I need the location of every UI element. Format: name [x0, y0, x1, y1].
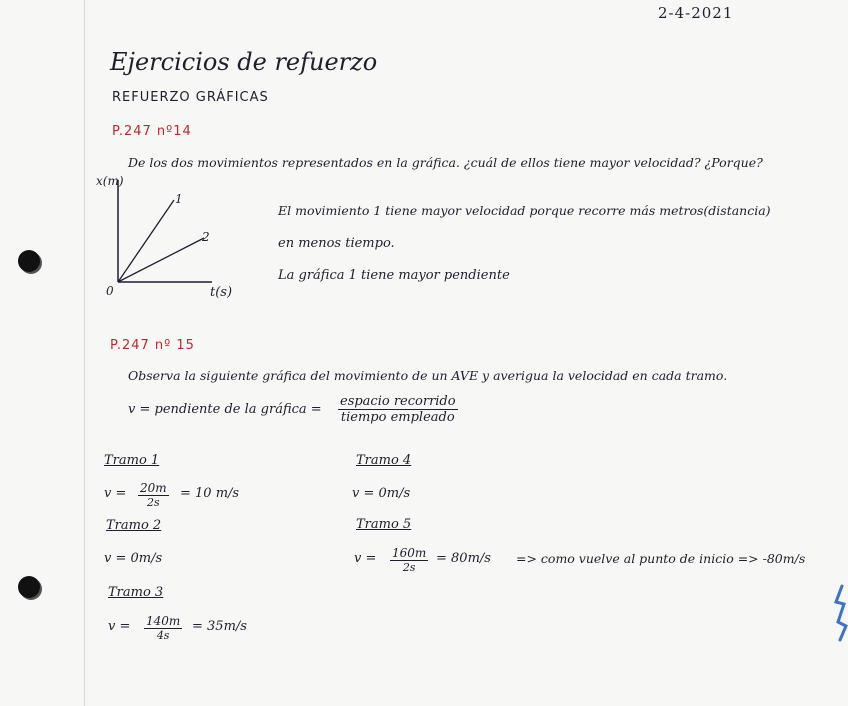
punch-hole-icon	[18, 250, 40, 272]
graph-line2-label: 2	[202, 230, 210, 244]
exercise1-answer-line1: El movimiento 1 tiene mayor velocidad porque recorre más metros(distancia)	[278, 203, 771, 218]
tramo-4-label: Tramo 4	[356, 453, 412, 468]
tramo-2-label: Tramo 2	[106, 518, 162, 533]
tramo-5-prefix: v =	[354, 551, 377, 566]
graph-line-2	[118, 238, 204, 282]
formula-fraction	[338, 394, 458, 425]
blue-ink-mark-icon	[826, 582, 848, 642]
tramo-1-fraction	[138, 481, 169, 509]
tramo-2-value: v = 0m/s	[104, 551, 163, 566]
tramo-1-result: = 10 m/s	[180, 486, 240, 501]
tramo-3-result: = 35m/s	[192, 619, 247, 634]
tramo-5-denominator: 2s	[402, 561, 416, 574]
tramo-4-value: v = 0m/s	[352, 486, 411, 501]
tramo-5-numerator: 160m	[392, 546, 427, 560]
tramo-3-label: Tramo 3	[108, 585, 164, 600]
exercise2-reference: P.247 nº 15	[110, 338, 195, 353]
page-title: Ejercicios de refuerzo	[110, 48, 378, 76]
formula-numerator: espacio recorrido	[340, 394, 456, 409]
tramo-5-fraction	[390, 546, 428, 574]
tramo-3-prefix: v =	[108, 619, 131, 634]
formula-denominator: tiempo empleado	[340, 410, 455, 425]
tramo-3-fraction	[144, 614, 182, 642]
graph-x-label: t(s)	[210, 285, 233, 300]
tramo-1-prefix: v =	[104, 486, 127, 501]
exercise2-statement: Observa la siguiente gráfica del movimiento de un AVE y averigua la velocidad en cada tramo.	[128, 368, 728, 383]
exercise1-answer-line2: en menos tiempo.	[278, 236, 395, 251]
graph-line-1	[118, 200, 174, 282]
tramo-5-note: => como vuelve al punto de inicio => -80m/s	[516, 551, 806, 566]
graph-y-label: x(m)	[96, 174, 124, 188]
punch-hole-icon	[18, 576, 40, 598]
exercise1-graph	[94, 170, 254, 300]
exercise1-question: De los dos movimientos representados en la gráfica. ¿cuál de ellos tiene mayor velocidad? ¿Porque?	[128, 155, 763, 170]
graph-origin-label: 0	[106, 284, 114, 298]
date: 2-4-2021	[658, 4, 734, 22]
tramo-3-denominator: 4s	[156, 629, 170, 642]
exercise1-reference: P.247 nº14	[112, 124, 192, 139]
page-subtitle: REFUERZO GRÁFICAS	[112, 90, 269, 105]
tramo-5-result: = 80m/s	[436, 551, 491, 566]
tramo-1-numerator: 20m	[140, 481, 167, 495]
graph-line1-label: 1	[175, 192, 183, 206]
exercise1-answer-line3: La gráfica 1 tiene mayor pendiente	[278, 268, 510, 283]
formula-lhs: v = pendiente de la gráfica =	[128, 402, 322, 417]
tramo-1-label: Tramo 1	[104, 453, 160, 468]
margin-line	[84, 0, 85, 706]
tramo-1-denominator: 2s	[147, 496, 160, 509]
tramo-5-label: Tramo 5	[356, 517, 412, 532]
tramo-3-numerator: 140m	[146, 614, 181, 628]
